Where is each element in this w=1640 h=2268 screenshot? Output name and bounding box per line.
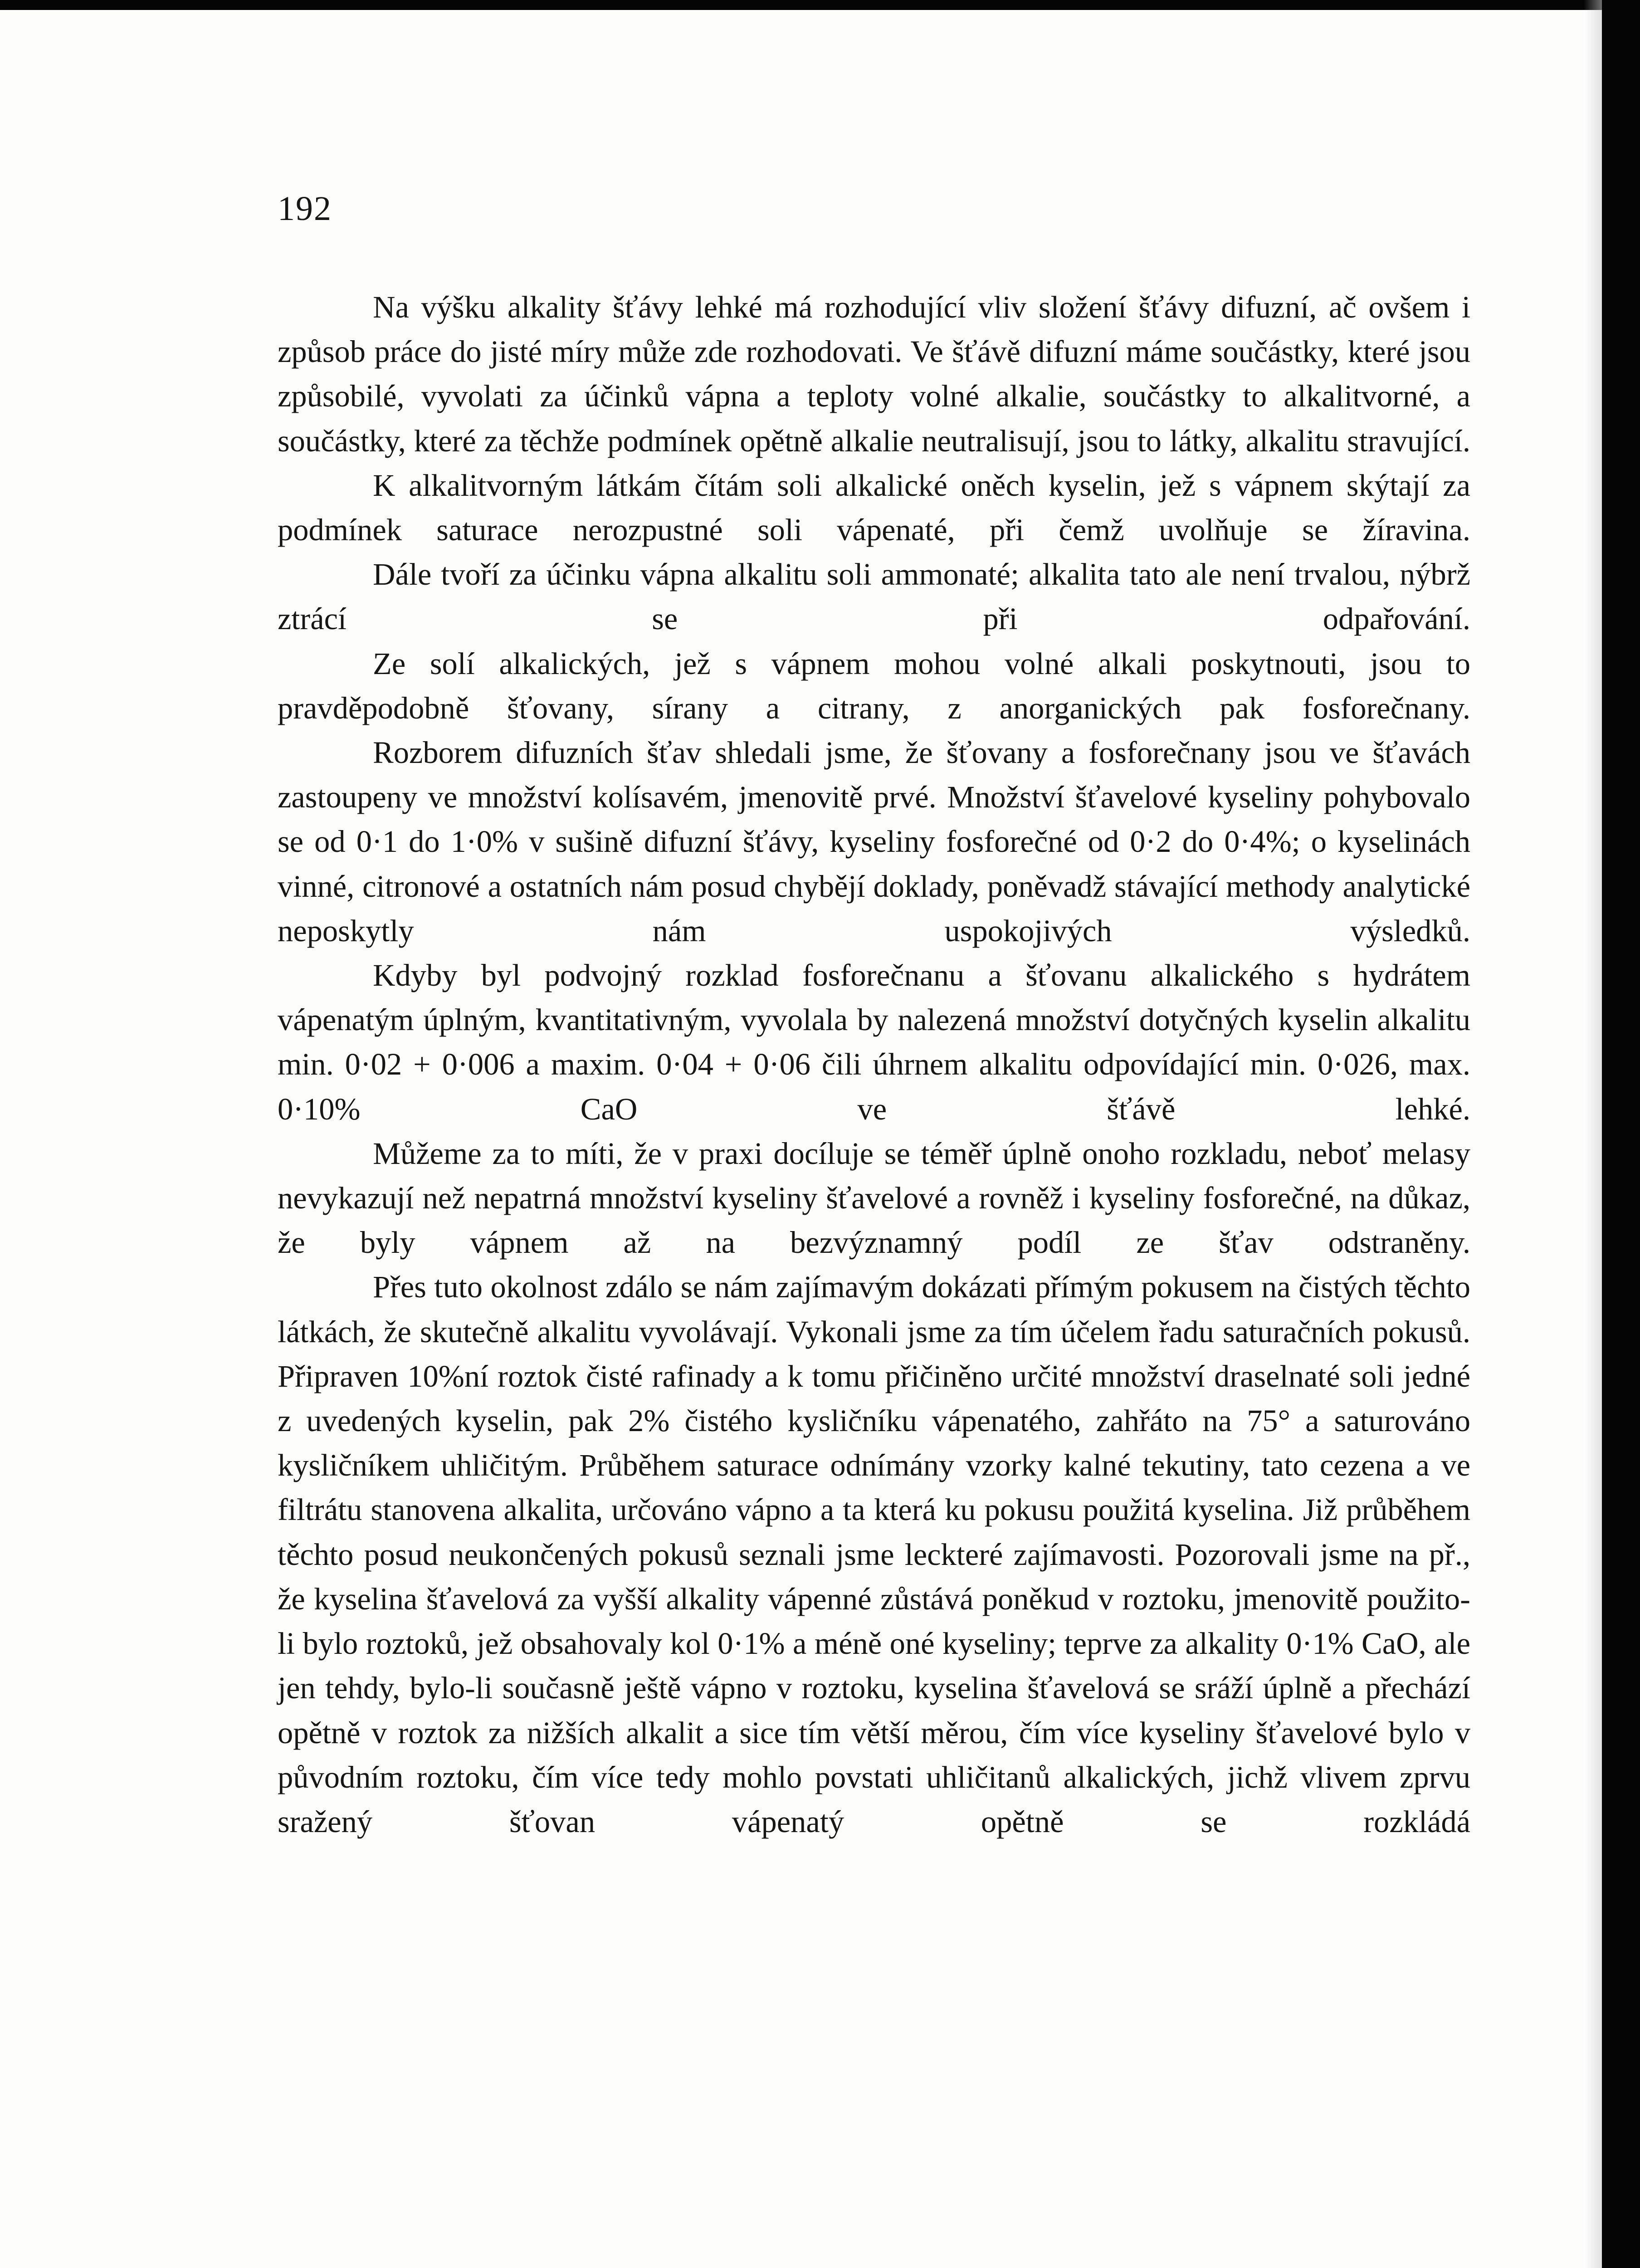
- paragraph: Kdyby byl podvojný rozklad fosforečnanu a šťovanu alkalického s hydrátem vápenatým úplným, kvantitativným, vyvolala by nalezená množství dotyčných kyselin alkalitu min. 0·02 + 0·006 a maxim. 0·04 + 0·06 čili úhrnem alkalitu odpovídající min. 0·026, max. 0·10% CaO ve šťávě lehké.: [278, 958, 1470, 1126]
- paragraph: Můžeme za to míti, že v praxi docíluje se téměř úplně onoho rozkladu, neboť melasy nevykazují než nepatrná množství kyseliny šťavelové a rovněž i kyseliny fosforečné, na důkaz, že byly vápnem až na bezvýznamný podíl ze šťav odstraněny.: [278, 1136, 1470, 1260]
- paragraph: Ze solí alkalických, jež s vápnem mohou volné alkali poskytnouti, jsou to pravděpodobně šťovany, sírany a citrany, z anorganických pak fosforečnany.: [278, 646, 1470, 725]
- book-page: [0, 10, 1584, 2268]
- page-gutter-shadow: [1584, 0, 1602, 2268]
- paragraph: Rozborem difuzních šťav shledali jsme, že šťovany a fosforečnany jsou ve šťavách zastoupeny ve množství kolísavém, jmenovitě prvé. Množství šťavelové kyseliny pohybovalo se od 0·1 do 1·0% v sušině difuzní šťávy, kyseliny fosforečné od 0·2 do 0·4%; o kyselinách vinné, citronové a ostatních nám posud chybějí doklady, poněvadž stávající methody analytické neposkytly nám uspokojivých výsledků.: [278, 735, 1470, 948]
- paragraph: Dále tvoří za účinku vápna alkalitu soli ammonaté; alkalita tato ale není trvalou, nýbrž ztrácí se při odpařování.: [278, 557, 1470, 636]
- scan-border-right: [1602, 0, 1640, 2268]
- scan-border-top: [0, 0, 1640, 10]
- page-number: 192: [278, 190, 332, 228]
- paragraph: K alkalitvorným látkám čítám soli alkalické oněch kyselin, jež s vápnem skýtají za podmínek saturace nerozpustné soli vápenaté, při čemž uvolňuje se žíravina.: [278, 468, 1470, 547]
- body-text: [278, 285, 1470, 1844]
- paragraph: Přes tuto okolnost zdálo se nám zajímavým dokázati přímým pokusem na čistých těchto látkách, že skutečně alkalitu vyvolávají. Vykonali jsme za tím účelem řadu saturačních pokusů. Připraven 10%ní roztok čisté rafinady a k tomu přičiněno určité množství draselnaté soli jedné z uvedených kyselin, pak 2% čistého kysličníku vápenatého, zahřáto na 75° a saturováno kysličníkem uhličitým. Průběhem saturace odnímány vzorky kalné tekutiny, tato cezena a ve filtrátu stanovena alkalita, určováno vápno a ta která ku pokusu použitá kyselina. Již průběhem těchto posud neukončených pokusů seznali jsme leckteré zajímavosti. Pozorovali jsme na př., že kyselina šťavelová za vyšší alkality vápenné zůstává poněkud v roztoku, jmenovitě použito-li bylo roztoků, jež obsahovaly kol 0·1% a méně oné kyseliny; teprve za alkality 0·1% CaO, ale jen tehdy, bylo-li současně ještě vápno v roztoku, kyselina šťavelová se sráží úplně a přechází opětně v roztok za nižších alkalit a sice tím větší měrou, čím více kyseliny šťavelové bylo v původním roztoku, čím více tedy mohlo povstati uhličitanů alkalických, jichž vlivem zprvu sražený šťovan vápenatý opětně se rozkládá: [278, 1270, 1470, 1839]
- paragraph: Na výšku alkality šťávy lehké má rozhodující vliv složení šťávy difuzní, ač ovšem i způsob práce do jisté míry může zde rozhodovati. Ve šťávě difuzní máme součástky, které jsou způsobilé, vyvolati za účinků vápna a teploty volné alkalie, součástky to alkalitvorné, a součástky, které za těchže podmínek opětně alkalie neutralisují, jsou to látky, alkalitu stravující.: [278, 290, 1470, 458]
